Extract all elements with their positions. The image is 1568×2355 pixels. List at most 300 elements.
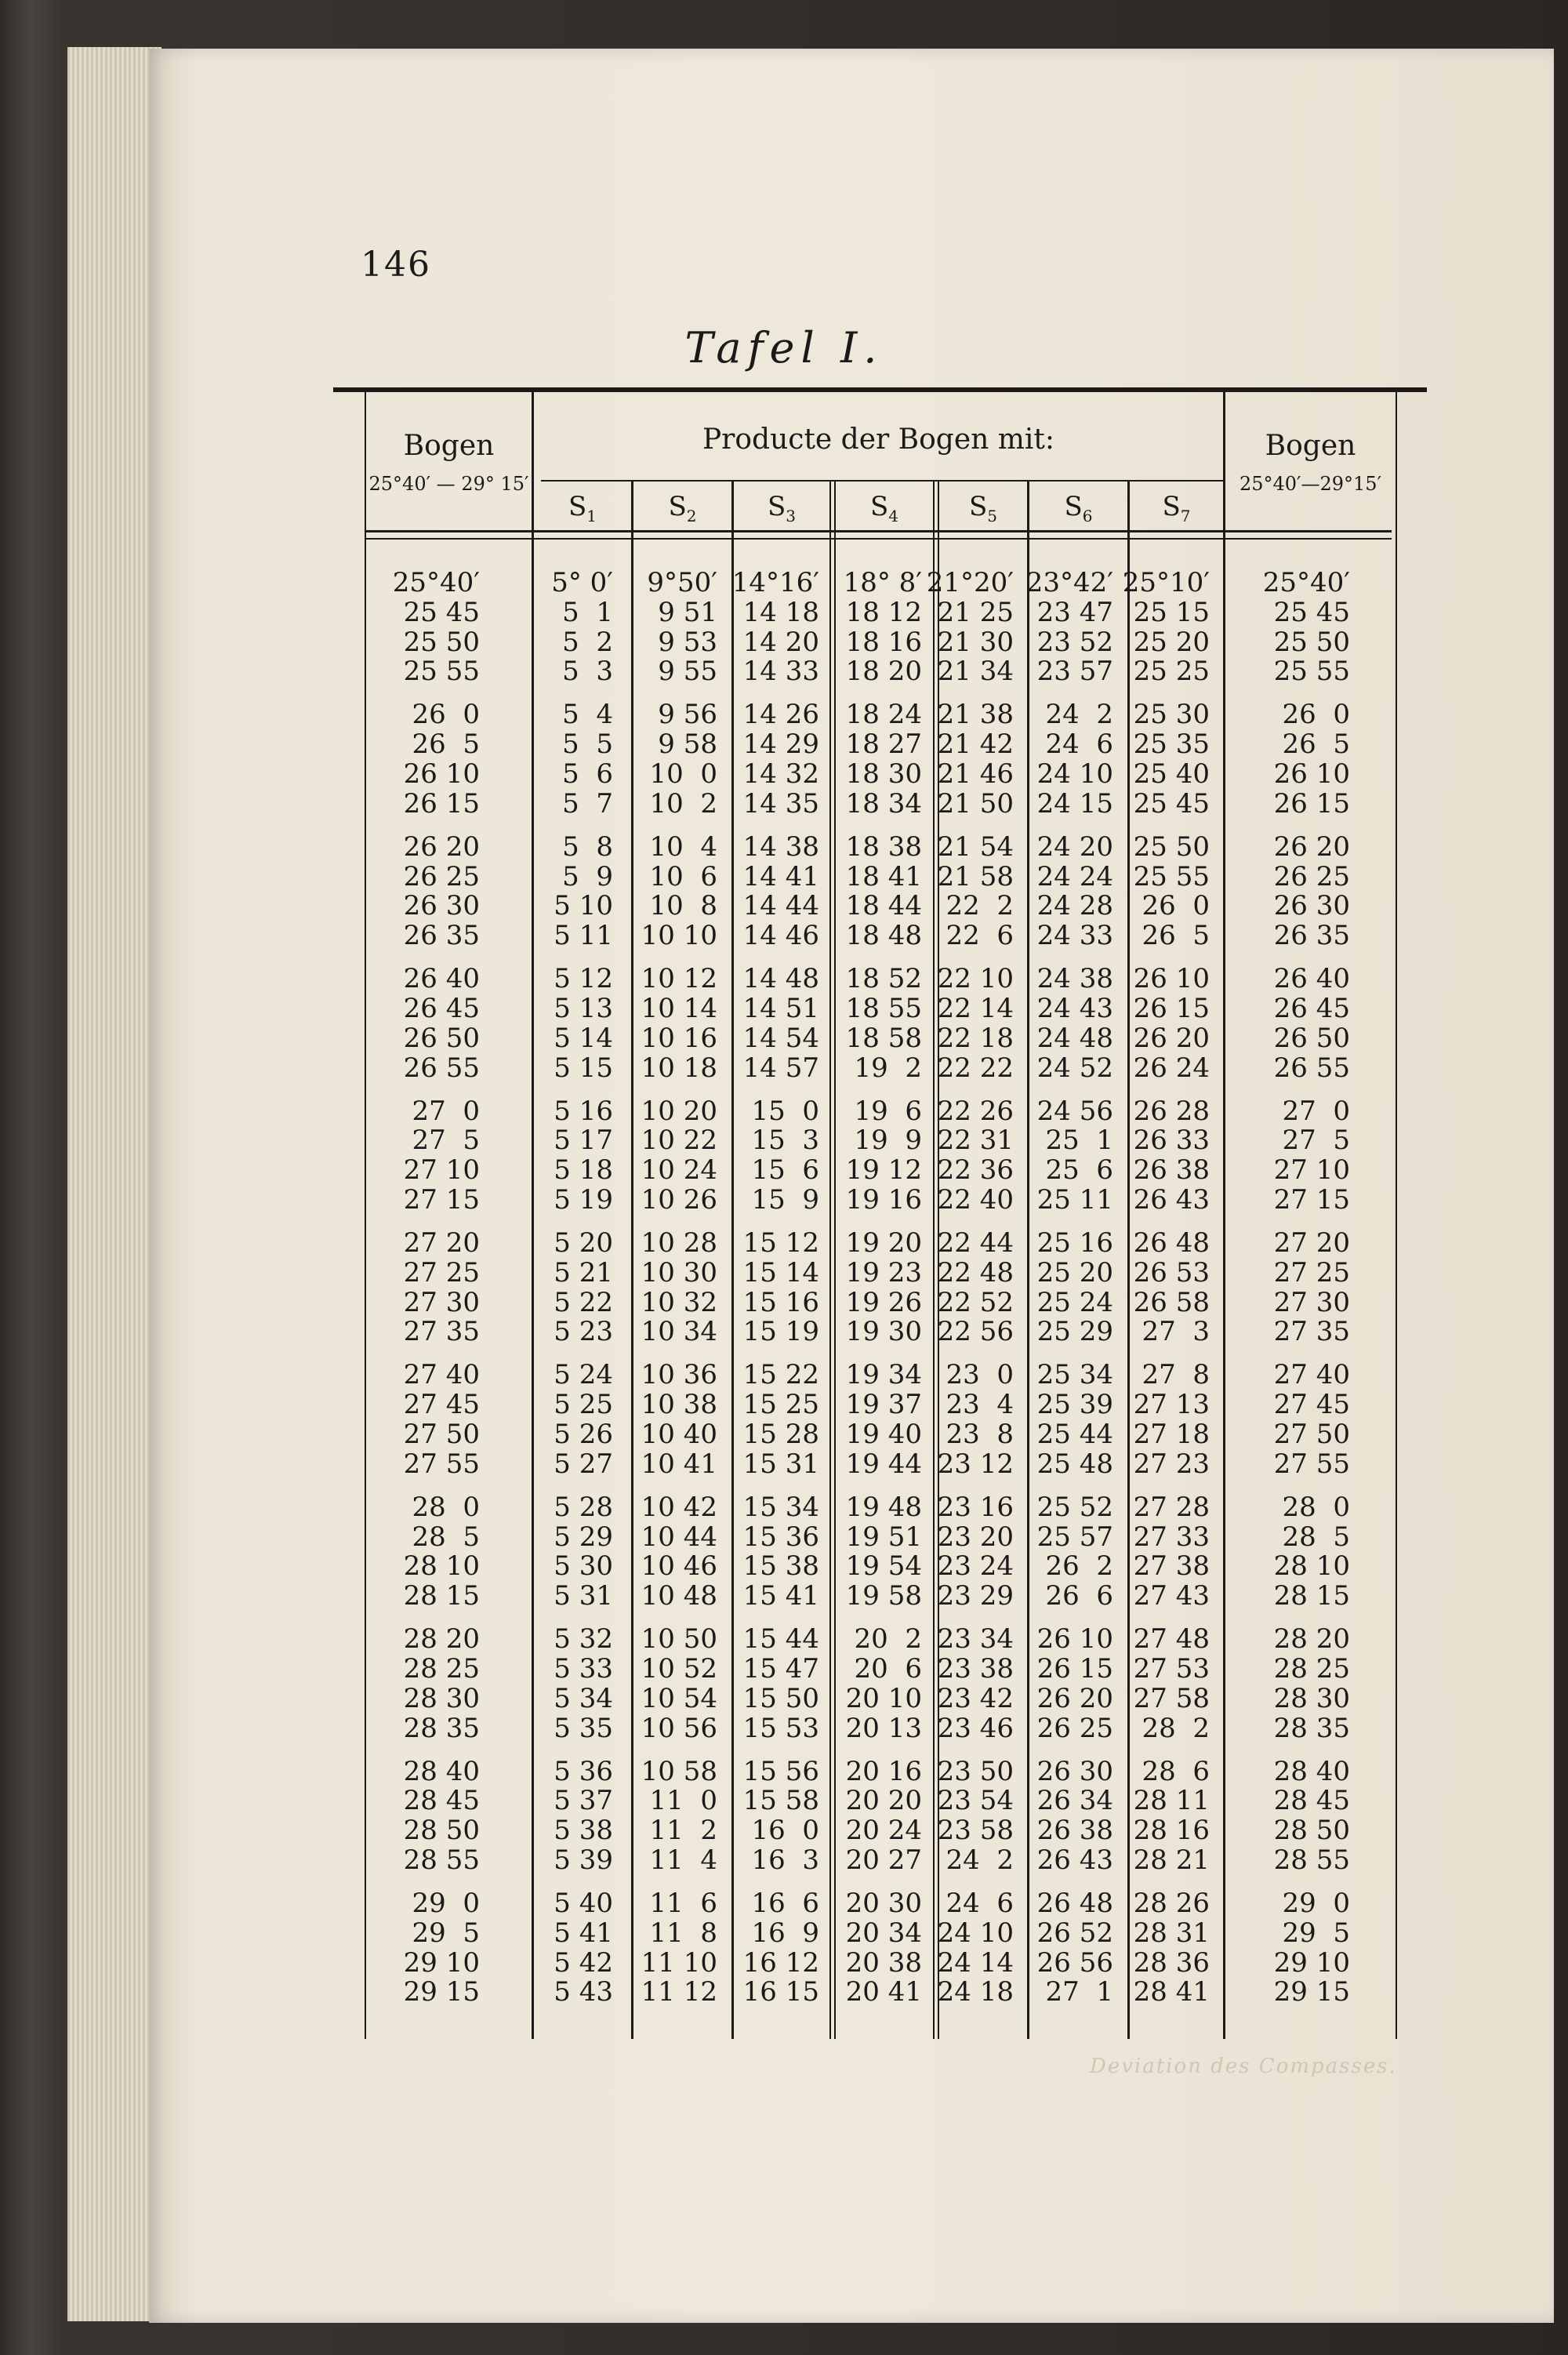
product-cell-s4: 18 44: [845, 890, 922, 922]
product-cell-s7: 27 43: [1133, 1580, 1210, 1612]
product-cell-s6: 26 25: [1036, 1712, 1113, 1744]
product-cell-s3: 14 18: [742, 596, 819, 628]
bogen-right-cell: 28 30: [1273, 1682, 1350, 1714]
product-cell-s2: 10 44: [641, 1521, 717, 1553]
product-cell-s7: 27 28: [1133, 1491, 1210, 1523]
product-cell-s4: 19 23: [845, 1256, 922, 1288]
product-cell-s5: 22 40: [937, 1184, 1014, 1216]
column-header-s1: $S_1$: [568, 491, 597, 525]
product-cell-s3: 14 51: [742, 993, 819, 1024]
bogen-right-cell: 28 20: [1273, 1623, 1350, 1655]
product-cell-s1: 5 32: [554, 1623, 613, 1655]
product-cell-s5: 22 26: [937, 1095, 1014, 1127]
product-cell-s6: 26 15: [1036, 1653, 1113, 1684]
product-cell-s3: 15 36: [742, 1521, 819, 1553]
product-cell-s5: 22 36: [937, 1154, 1014, 1187]
bogen-cell: 27 40: [403, 1359, 480, 1391]
bogen-cell: 26 20: [403, 830, 480, 863]
bogen-cell: 26 55: [403, 1052, 480, 1084]
product-cell-s3: 15 14: [742, 1256, 819, 1288]
header-left-label: Bogen: [403, 430, 495, 462]
product-cell-s2: 9 58: [658, 729, 717, 761]
product-cell-s7: 27 38: [1133, 1550, 1210, 1583]
bogen-cell: 29 15: [403, 1976, 480, 2008]
product-cell-s5: 23 42: [937, 1682, 1014, 1714]
product-cell-s2: 10 30: [641, 1256, 717, 1288]
bogen-right-cell: 27 50: [1273, 1419, 1350, 1450]
product-cell-s3: 14 57: [742, 1052, 819, 1084]
product-cell-s6: 24 6: [1045, 729, 1113, 761]
product-cell-s3: 14 54: [742, 1022, 819, 1054]
product-cell-s4: 18 38: [845, 830, 922, 863]
product-cell-s5: 24 2: [946, 1844, 1014, 1876]
product-cell-s5: 22 6: [946, 920, 1014, 952]
bogen-cell: 26 35: [403, 920, 480, 952]
product-cell-s4: 18 52: [845, 963, 922, 995]
product-cell-s5: 24 18: [937, 1976, 1014, 2008]
product-cell-s6: 26 38: [1036, 1815, 1113, 1847]
product-cell-s4: 18 16: [845, 626, 922, 658]
product-cell-s4: 19 2: [854, 1052, 922, 1084]
bogen-right-cell: 27 55: [1273, 1448, 1350, 1480]
bogen-cell: 25 50: [403, 626, 480, 658]
product-cell-s4: 18 48: [845, 920, 922, 952]
product-cell-s6: 26 10: [1036, 1623, 1113, 1655]
product-cell-s1: 5 19: [554, 1184, 613, 1216]
product-cell-s2: 11 4: [649, 1844, 717, 1876]
bogen-right-cell: 28 45: [1273, 1785, 1350, 1817]
bogen-cell: 27 55: [403, 1448, 480, 1480]
bogen-cell: 28 25: [403, 1653, 480, 1684]
bogen-right-cell: 27 45: [1273, 1389, 1350, 1421]
product-cell-s3: 14 38: [742, 830, 819, 863]
product-cell-s3: 15 34: [742, 1491, 819, 1523]
product-cell-s4: 18 55: [845, 993, 922, 1024]
product-cell-s7: 26 10: [1133, 963, 1210, 995]
bogen-right-cell: 25 45: [1273, 596, 1350, 628]
bogen-cell: 28 50: [403, 1815, 480, 1847]
product-cell-s5: 23 38: [937, 1653, 1014, 1684]
product-cell-s4: 20 6: [854, 1653, 922, 1684]
product-cell-s6: 26 43: [1036, 1844, 1113, 1876]
product-cell-s1: 5 11: [554, 920, 613, 952]
product-cell-s5: 23 50: [937, 1755, 1014, 1787]
product-cell-s3: 14 26: [742, 699, 819, 731]
product-cell-s1: 5 9: [562, 860, 613, 892]
bogen-right-cell: 26 55: [1273, 1052, 1350, 1084]
product-cell-s5: 22 2: [946, 890, 1014, 922]
product-cell-s5: 24 6: [946, 1888, 1014, 1919]
product-cell-s7: 25°10′: [1122, 567, 1210, 598]
bogen-cell: 25°40′: [392, 567, 480, 598]
product-cell-s1: 5 41: [554, 1917, 613, 1949]
product-cell-s2: 11 0: [649, 1785, 717, 1817]
product-cell-s2: 10 12: [641, 963, 717, 995]
product-cell-s2: 11 12: [641, 1976, 717, 2008]
product-cell-s4: 18 58: [845, 1022, 922, 1054]
product-cell-s1: 5 5: [562, 729, 613, 761]
bogen-cell: 27 50: [403, 1419, 480, 1450]
product-cell-s7: 25 40: [1133, 758, 1210, 790]
bogen-cell: 26 40: [403, 963, 480, 995]
product-cell-s1: 5 8: [562, 830, 613, 863]
bogen-right-cell: 26 35: [1273, 920, 1350, 952]
product-cell-s2: 10 54: [641, 1682, 717, 1714]
product-cell-s5: 21 46: [937, 758, 1014, 790]
bogen-right-cell: 26 50: [1273, 1022, 1350, 1054]
bogen-cell: 26 30: [403, 890, 480, 922]
product-cell-s7: 28 36: [1133, 1946, 1210, 1979]
product-cell-s5: 22 52: [937, 1286, 1014, 1318]
product-cell-s7: 27 13: [1133, 1389, 1210, 1421]
product-cell-s5: 22 18: [937, 1022, 1014, 1054]
product-cell-s3: 15 16: [742, 1286, 819, 1318]
product-cell-s6: 25 29: [1036, 1316, 1113, 1348]
product-cell-s7: 26 20: [1133, 1022, 1210, 1054]
product-cell-s4: 19 54: [845, 1550, 922, 1583]
product-cell-s2: 9°50′: [647, 567, 717, 598]
product-cell-s6: 26 52: [1036, 1917, 1113, 1949]
product-cell-s3: 15 41: [742, 1580, 819, 1612]
product-cell-s3: 14 48: [742, 963, 819, 995]
bogen-right-cell: 25 50: [1273, 626, 1350, 658]
product-cell-s5: 23 34: [937, 1623, 1014, 1655]
bogen-right-cell: 29 0: [1282, 1888, 1350, 1919]
product-cell-s6: 24 56: [1036, 1095, 1113, 1127]
product-cell-s6: 24 48: [1036, 1022, 1113, 1054]
bogen-cell: 27 10: [403, 1154, 480, 1187]
bogen-cell: 27 45: [403, 1389, 480, 1421]
product-cell-s7: 28 26: [1133, 1888, 1210, 1919]
product-cell-s5: 22 31: [937, 1125, 1014, 1157]
product-cell-s7: 28 2: [1142, 1712, 1210, 1744]
product-cell-s3: 14 35: [742, 787, 819, 820]
product-cell-s2: 9 51: [658, 596, 717, 628]
product-cell-s3: 15 0: [751, 1095, 819, 1127]
product-cell-s1: 5 16: [554, 1095, 613, 1127]
product-cell-s1: 5 21: [554, 1256, 613, 1288]
product-cell-s1: 5 40: [554, 1888, 613, 1919]
product-cell-s5: 22 14: [937, 993, 1014, 1024]
bogen-right-cell: 27 30: [1273, 1286, 1350, 1318]
product-cell-s6: 25 6: [1045, 1154, 1113, 1187]
product-cell-s6: 26 2: [1045, 1550, 1113, 1583]
product-cell-s6: 25 1: [1045, 1125, 1113, 1157]
product-cell-s2: 11 6: [649, 1888, 717, 1919]
product-cell-s6: 24 15: [1036, 787, 1113, 820]
product-cell-s7: 26 53: [1133, 1256, 1210, 1288]
product-cell-s6: 24 28: [1036, 890, 1113, 922]
product-cell-s5: 21 42: [937, 729, 1014, 761]
product-cell-s2: 10 24: [641, 1154, 717, 1187]
product-cell-s5: 23 54: [937, 1785, 1014, 1817]
product-cell-s2: 10 6: [649, 860, 717, 892]
product-cell-s5: 21 58: [937, 860, 1014, 892]
product-cell-s3: 14 44: [742, 890, 819, 922]
bogen-right-cell: 25°40′: [1262, 567, 1350, 598]
product-cell-s3: 16 3: [751, 1844, 819, 1876]
product-cell-s4: 20 20: [845, 1785, 922, 1817]
product-cell-s4: 19 37: [845, 1389, 922, 1421]
product-cell-s3: 15 31: [742, 1448, 819, 1480]
bogen-right-cell: 26 0: [1282, 699, 1350, 731]
bogen-cell: 29 10: [403, 1946, 480, 1979]
bogen-cell: 28 30: [403, 1682, 480, 1714]
bogen-right-cell: 25 55: [1273, 656, 1350, 688]
product-cell-s6: 26 6: [1045, 1580, 1113, 1612]
product-cell-s5: 23 16: [937, 1491, 1014, 1523]
product-cell-s3: 15 6: [751, 1154, 819, 1187]
product-cell-s2: 10 52: [641, 1653, 717, 1684]
product-cell-s7: 25 45: [1133, 787, 1210, 820]
product-cell-s2: 11 10: [641, 1946, 717, 1979]
product-cell-s7: 25 30: [1133, 699, 1210, 731]
product-cell-s7: 25 15: [1133, 596, 1210, 628]
product-cell-s3: 15 12: [742, 1227, 819, 1259]
bogen-cell: 29 0: [412, 1888, 480, 1919]
vline-right: [1396, 392, 1397, 2039]
product-cell-s2: 9 56: [658, 699, 717, 731]
product-cell-s2: 10 10: [641, 920, 717, 952]
product-cell-s7: 27 58: [1133, 1682, 1210, 1714]
product-cell-s7: 28 11: [1133, 1785, 1210, 1817]
product-cell-s7: 27 48: [1133, 1623, 1210, 1655]
product-cell-s2: 10 0: [649, 758, 717, 790]
bogen-right-cell: 26 20: [1273, 830, 1350, 863]
product-cell-s1: 5 34: [554, 1682, 613, 1714]
product-cell-s4: 19 48: [845, 1491, 922, 1523]
product-cell-s4: 18 20: [845, 656, 922, 688]
product-cell-s1: 5 1: [562, 596, 613, 628]
bogen-right-cell: 29 15: [1273, 1976, 1350, 2008]
product-cell-s5: 23 8: [946, 1419, 1014, 1450]
product-cell-s7: 27 8: [1142, 1359, 1210, 1391]
product-cell-s3: 14 41: [742, 860, 819, 892]
product-cell-s6: 24 38: [1036, 963, 1113, 995]
product-cell-s4: 19 40: [845, 1419, 922, 1450]
bogen-cell: 28 20: [403, 1623, 480, 1655]
product-cell-s1: 5 3: [562, 656, 613, 688]
product-cell-s7: 26 58: [1133, 1286, 1210, 1318]
bogen-cell: 27 0: [412, 1095, 480, 1127]
product-cell-s3: 15 19: [742, 1316, 819, 1348]
bogen-right-cell: 27 5: [1282, 1125, 1350, 1157]
product-cell-s4: 19 58: [845, 1580, 922, 1612]
bogen-right-cell: 27 40: [1273, 1359, 1350, 1391]
product-cell-s7: 25 50: [1133, 830, 1210, 863]
product-cell-s2: 9 55: [658, 656, 717, 688]
product-cell-s6: 25 44: [1036, 1419, 1113, 1450]
product-cell-s5: 23 24: [937, 1550, 1014, 1583]
product-cell-s1: 5 27: [554, 1448, 613, 1480]
product-cell-s6: 25 24: [1036, 1286, 1113, 1318]
product-cell-s3: 15 50: [742, 1682, 819, 1714]
product-cell-s7: 25 35: [1133, 729, 1210, 761]
product-cell-s1: 5 36: [554, 1755, 613, 1787]
bogen-cell: 29 5: [412, 1917, 480, 1949]
product-cell-s7: 28 31: [1133, 1917, 1210, 1949]
product-cell-s6: 25 57: [1036, 1521, 1113, 1553]
product-cell-s2: 10 32: [641, 1286, 717, 1318]
product-cell-s5: 21°20′: [926, 567, 1014, 598]
product-cell-s1: 5 26: [554, 1419, 613, 1450]
product-cell-s6: 25 34: [1036, 1359, 1113, 1391]
product-cell-s7: 27 23: [1133, 1448, 1210, 1480]
bogen-cell: 28 40: [403, 1755, 480, 1787]
product-cell-s1: 5 28: [554, 1491, 613, 1523]
product-cell-s3: 15 47: [742, 1653, 819, 1684]
product-cell-s5: 22 22: [937, 1052, 1014, 1084]
bogen-right-cell: 29 5: [1282, 1917, 1350, 1949]
bogen-right-cell: 27 25: [1273, 1256, 1350, 1288]
bogen-cell: 27 15: [403, 1184, 480, 1216]
product-cell-s6: 27 1: [1045, 1976, 1113, 2008]
bogen-cell: 28 35: [403, 1712, 480, 1744]
bogen-cell: 26 15: [403, 787, 480, 820]
product-cell-s3: 14 29: [742, 729, 819, 761]
product-cell-s5: 23 58: [937, 1815, 1014, 1847]
bogen-right-cell: 26 10: [1273, 758, 1350, 790]
bogen-right-cell: 26 45: [1273, 993, 1350, 1024]
product-cell-s6: 26 34: [1036, 1785, 1113, 1817]
bogen-cell: 25 55: [403, 656, 480, 688]
product-cell-s2: 10 58: [641, 1755, 717, 1787]
product-cell-s7: 26 5: [1142, 920, 1210, 952]
product-cell-s7: 27 3: [1142, 1316, 1210, 1348]
product-cell-s7: 28 16: [1133, 1815, 1210, 1847]
product-cell-s2: 10 50: [641, 1623, 717, 1655]
column-header-s5: $S_5$: [968, 491, 998, 525]
bogen-cell: 28 45: [403, 1785, 480, 1817]
product-cell-s2: 10 36: [641, 1359, 717, 1391]
product-cell-s7: 26 15: [1133, 993, 1210, 1024]
product-cell-s2: 10 26: [641, 1184, 717, 1216]
bogen-right-cell: 28 40: [1273, 1755, 1350, 1787]
product-cell-s2: 10 40: [641, 1419, 717, 1450]
header-left-range: 25°40′ — 29° 15′: [368, 473, 529, 495]
product-cell-s4: 20 10: [845, 1682, 922, 1714]
bogen-right-cell: 28 15: [1273, 1580, 1350, 1612]
product-cell-s3: 16 15: [742, 1976, 819, 2008]
product-cell-s4: 19 30: [845, 1316, 922, 1348]
product-cell-s3: 16 12: [742, 1946, 819, 1979]
bogen-right-cell: 28 35: [1273, 1712, 1350, 1744]
bogen-cell: 27 30: [403, 1286, 480, 1318]
product-cell-s6: 26 30: [1036, 1755, 1113, 1787]
product-cell-s4: 20 16: [845, 1755, 922, 1787]
product-cell-s1: 5 39: [554, 1844, 613, 1876]
product-cell-s5: 22 10: [937, 963, 1014, 995]
product-cell-s2: 10 42: [641, 1491, 717, 1523]
product-cell-s5: 24 10: [937, 1917, 1014, 1949]
product-cell-s2: 10 14: [641, 993, 717, 1024]
product-cell-s7: 26 43: [1133, 1184, 1210, 1216]
product-cell-s3: 15 44: [742, 1623, 819, 1655]
bogen-right-cell: 27 0: [1282, 1095, 1350, 1127]
bogen-cell: 28 15: [403, 1580, 480, 1612]
bogen-cell: 26 10: [403, 758, 480, 790]
product-cell-s1: 5 20: [554, 1227, 613, 1259]
bogen-right-cell: 28 25: [1273, 1653, 1350, 1684]
product-cell-s4: 18 27: [845, 729, 922, 761]
product-cell-s1: 5 38: [554, 1815, 613, 1847]
product-cell-s3: 15 22: [742, 1359, 819, 1391]
product-cell-s5: 23 29: [937, 1580, 1014, 1612]
product-cell-s5: 23 0: [946, 1359, 1014, 1391]
bogen-cell: 28 5: [412, 1521, 480, 1553]
header-right-label: Bogen: [1265, 430, 1356, 462]
product-cell-s1: 5 35: [554, 1712, 613, 1744]
product-cell-s6: 25 11: [1036, 1184, 1113, 1216]
header-middle-label: Producte der Bogen mit:: [702, 423, 1055, 456]
product-cell-s2: 10 4: [649, 830, 717, 863]
product-cell-s4: 20 27: [845, 1844, 922, 1876]
product-cell-s1: 5 18: [554, 1154, 613, 1187]
product-cell-s1: 5 24: [554, 1359, 613, 1391]
product-cell-s4: 18 12: [845, 596, 922, 628]
product-cell-s7: 26 0: [1142, 890, 1210, 922]
product-cell-s1: 5 12: [554, 963, 613, 995]
product-cell-s4: 20 13: [845, 1712, 922, 1744]
product-cell-s1: 5 7: [562, 787, 613, 820]
product-cell-s6: 23°42′: [1025, 567, 1113, 598]
product-cell-s4: 19 12: [845, 1154, 922, 1187]
product-cell-s4: 20 24: [845, 1815, 922, 1847]
product-cell-s3: 14°16′: [731, 567, 819, 598]
product-cell-s1: 5 31: [554, 1580, 613, 1612]
product-cell-s6: 24 24: [1036, 860, 1113, 892]
header-right-range: 25°40′—29°15′: [1239, 473, 1382, 495]
product-cell-s3: 14 32: [742, 758, 819, 790]
product-cell-s3: 16 9: [751, 1917, 819, 1949]
product-cell-s3: 14 20: [742, 626, 819, 658]
product-cell-s1: 5 37: [554, 1785, 613, 1817]
product-cell-s1: 5 14: [554, 1022, 613, 1054]
bogen-cell: 27 5: [412, 1125, 480, 1157]
product-cell-s1: 5 17: [554, 1125, 613, 1157]
product-cell-s4: 19 26: [845, 1286, 922, 1318]
product-cell-s4: 20 2: [854, 1623, 922, 1655]
product-cell-s4: 18 30: [845, 758, 922, 790]
product-cell-s2: 10 8: [649, 890, 717, 922]
product-cell-s6: 25 20: [1036, 1256, 1113, 1288]
product-cell-s1: 5 23: [554, 1316, 613, 1348]
product-cell-s2: 10 28: [641, 1227, 717, 1259]
product-cell-s2: 10 18: [641, 1052, 717, 1084]
footer-mark: Deviation des Compasses.: [1090, 2055, 1397, 2078]
product-cell-s5: 22 48: [937, 1256, 1014, 1288]
product-cell-s6: 24 52: [1036, 1052, 1113, 1084]
column-header-s2: $S_2$: [668, 491, 697, 525]
product-cell-s2: 10 41: [641, 1448, 717, 1480]
product-cell-s7: 27 33: [1133, 1521, 1210, 1553]
product-cell-s5: 22 44: [937, 1227, 1014, 1259]
product-cell-s3: 15 9: [751, 1184, 819, 1216]
bogen-right-cell: 26 5: [1282, 729, 1350, 761]
bogen-right-cell: 28 5: [1282, 1521, 1350, 1553]
bogen-right-cell: 27 20: [1273, 1227, 1350, 1259]
column-header-s6: $S_6$: [1064, 491, 1093, 525]
product-cell-s4: 18 34: [845, 787, 922, 820]
product-cell-s1: 5 43: [554, 1976, 613, 2008]
bogen-cell: 26 5: [412, 729, 480, 761]
product-cell-s3: 16 6: [751, 1888, 819, 1919]
product-cell-s6: 23 52: [1036, 626, 1113, 658]
bogen-cell: 26 0: [412, 699, 480, 731]
product-cell-s1: 5 42: [554, 1946, 613, 1979]
bogen-cell: 26 50: [403, 1022, 480, 1054]
product-cell-s2: 10 16: [641, 1022, 717, 1054]
